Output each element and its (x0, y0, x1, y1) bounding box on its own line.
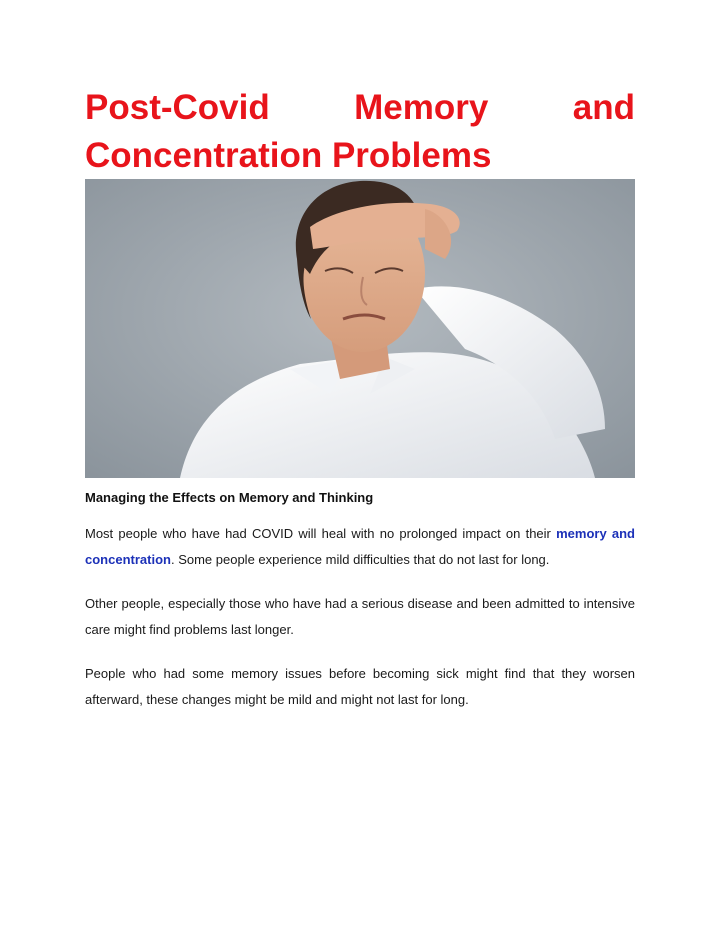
title-word-2: Memory (354, 88, 489, 127)
memory-concentration-link[interactable]: memory and concentration (85, 526, 635, 567)
paragraph-1 (85, 521, 635, 573)
title-word-3: and (572, 88, 635, 127)
title-line-2: Concentration Problems (85, 136, 492, 175)
paragraph-1-text-before: Most people who have had COVID will heal with no prolonged impact on their (85, 526, 557, 541)
paragraph-1-text-after: . Some people experience mild difficulties that do not last for long. (170, 552, 550, 567)
page-title (85, 84, 635, 180)
title-line-1 (85, 84, 635, 132)
paragraph-3: People who had some memory issues before becoming sick might find that they worsen afterward, these changes might be mild and might not last for long. (85, 666, 635, 707)
paragraph-2: Other people, especially those who have had a serious disease and been admitted to intensive care might find problems last longer. (85, 596, 635, 637)
hero-image (85, 179, 635, 478)
section-heading: Managing the Effects on Memory and Thinking (85, 490, 374, 505)
title-word-1: Post-Covid (85, 88, 270, 127)
